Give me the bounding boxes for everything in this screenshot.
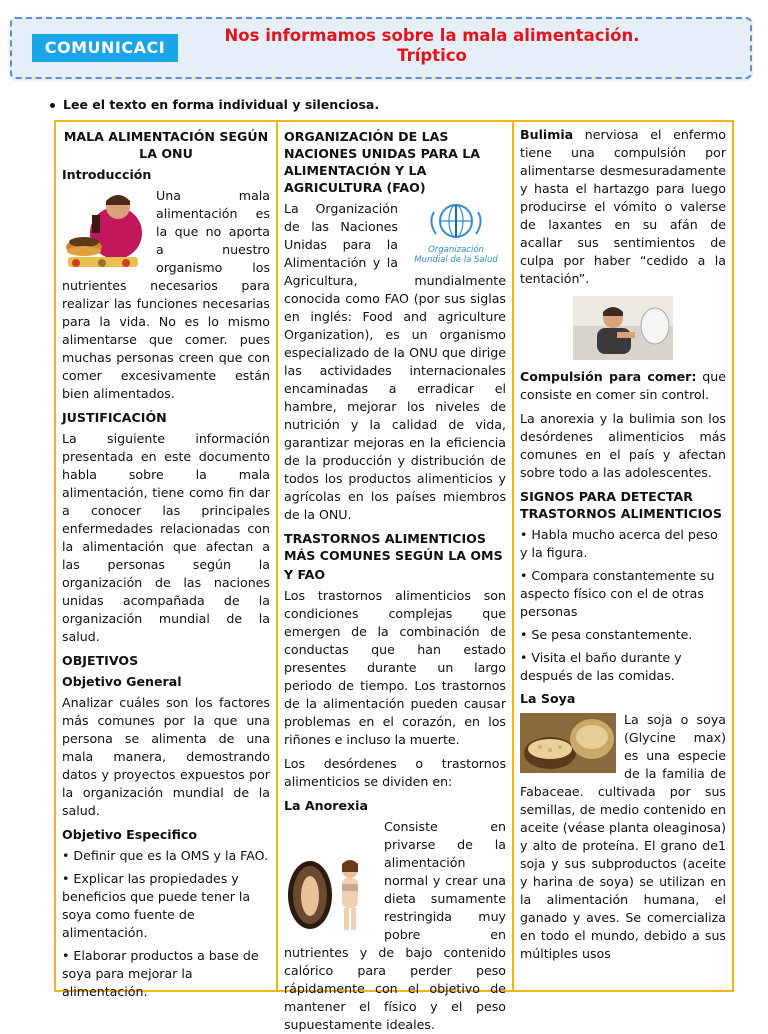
compulsion-title: Compulsión para comer: (520, 369, 697, 384)
junk-food-image (62, 189, 148, 273)
general-objective-text: Analizar cuáles son los factores más comunes por la que una persona se alimenta de una mala manera, demostrando datos y proyectos expuestos por la organización mundial de la salud. (62, 695, 270, 818)
anorexia-heading: La Anorexia (284, 798, 368, 813)
soy-image (520, 713, 616, 773)
bulimia-paragraph (520, 126, 726, 288)
fao-text: La Organización de las Naciones Unidas para la Alimentación y la Agricultura, mundialmente conocida como FAO (por sus siglas en inglés: Food and agriculture Organization), es un organismo especializado de la ONU que dirige las actividades internacionales encaminadas a erradicar el hambre, mejorar los niveles de nutrición y la calidad de vida, garantizar mejoras en la eficiencia de la producción y distribución de todos los productos alimenticios y agrícolas en los países miembros de la ONU. (284, 201, 506, 522)
compulsion-paragraph (520, 368, 726, 404)
section-heading-fao: ORGANIZACIÓN DE LAS NACIONES UNIDAS PARA LA ALIMENTACIÓN Y LA AGRICULTURA (FAO) (284, 129, 481, 195)
triptych-frame (54, 120, 734, 1032)
column-fao (278, 122, 514, 1032)
general-objective-heading: Objetivo General (62, 674, 182, 689)
intro-text: Una mala alimentación es la que no aporta a nuestro organismo los nutrientes necesarios para realizar las funciones necesarias para la vida. No es lo mismo alimentarse que comer. pues muchas personas creen que con comer excesivamente están bien alimentados. (62, 188, 270, 401)
title-banner (10, 17, 752, 79)
objectives-heading: OBJETIVOS (62, 653, 139, 668)
list-item: • Explicar las propiedades y beneficios que puede tener la soya como fuente de alimentación. (62, 871, 251, 940)
bulimia-image (573, 296, 673, 360)
list-item: • Visita el baño durante y después de las comidas. (520, 650, 682, 683)
list-item: • Definir que es la OMS y la FAO. (62, 848, 269, 863)
list-item: • Se pesa constantemente. (520, 627, 693, 642)
anorexia-text: Consiste en privarse de la alimentación normal y crear una dieta sumamente restringida muy pobre en nutrientes y de bajo contenido calórico para perder peso rápidamente con el objetivo de mantener el físico y el peso supuestamente ideales. (284, 819, 506, 1032)
soya-heading: La Soya (520, 691, 576, 706)
signs-heading: SIGNOS PARA DETECTAR TRASTORNOS ALIMENTICIOS (520, 489, 722, 521)
specific-objective-heading: Objetivo Especifico (62, 827, 198, 842)
instruction (50, 97, 379, 112)
trastornos-heading: TRASTORNOS ALIMENTICIOS MÁS COMUNES SEGÚN LA OMS (284, 531, 503, 563)
list-item: • Habla mucho acerca del peso y la figura. (520, 527, 718, 560)
list-item: • Compara constantemente su aspecto físico con el de otras personas (520, 568, 715, 619)
justification-text: La siguiente información presentada en este documento habla sobre la mala alimentación, tiene como fin dar a conocer las principales enfermedades relacionadas con la alimentación que afectan a las personas según la organización de las naciones unidas acompañada de la organización mundial de la salud. (62, 431, 270, 644)
anorexia-bulimia-text: La anorexia y la bulimia son los desórdenes alimenticios más comunes en el país y afectan sobre todo a las adolescentes. (520, 411, 726, 480)
bulimia-text: nerviosa el enfermo tiene una compulsión por alimentarse desmesuradamente y hasta el hartazgo para luego producirse el vómito o valerse de laxantes en su afán de acallar sus sentimientos de culpa por haber “cedido a la tentación”. (520, 127, 726, 286)
intro-heading: Introducción (62, 167, 152, 182)
trastornos-heading-2: Y FAO (284, 567, 326, 582)
anorexia-image (284, 858, 376, 932)
justification-heading: JUSTIFICACIÓN (62, 410, 167, 425)
divide-text: Los desórdenes o trastornos alimenticios se dividen en: (284, 756, 506, 789)
instruction-text: Lee el texto en forma individual y silenciosa. (63, 97, 380, 112)
subject-badge: COMUNICACI (32, 34, 178, 62)
soya-text: La soja o soya (Glycine max) es una especie de la familia de Fabaceae. cultivada por sus semillas, de medio contenido en aceite (véase planta oleaginosa) y alto de proteína. El grano de1 soja y sus subproductos (aceite y harina de soya) se utilizan en la alimentación humana, el ganado y aves. Se comercializa en todo el mundo, debido a sus múltiples usos (520, 712, 726, 961)
list-item: • Elaborar productos a base de soya para mejorar la alimentación. (62, 948, 259, 999)
column-onu (56, 122, 278, 999)
who-emblem-icon (406, 202, 506, 240)
compulsion-text: que consiste en comer sin control. (520, 369, 726, 402)
bullet-icon (50, 103, 55, 108)
who-logo (406, 202, 506, 265)
section-heading-onu: MALA ALIMENTACIÓN SEGÚN LA ONU (63, 129, 269, 161)
page-title: Nos informamos sobre la mala alimentación. Tríptico (224, 26, 640, 65)
column-disorders (514, 122, 732, 990)
bulimia-title: Bulimia (520, 127, 574, 142)
who-logo-text: Organización Mundial de la Salud (414, 245, 498, 265)
trastornos-text: Los trastornos alimenticios son condiciones complejas que emergen de la combinación de conductas que han estado presentes durante un largo periodo de tiempo. Los trastornos de la alimentación pueden causar problemas en el corazón, en los riñones e incluso la muerte. (284, 588, 506, 747)
